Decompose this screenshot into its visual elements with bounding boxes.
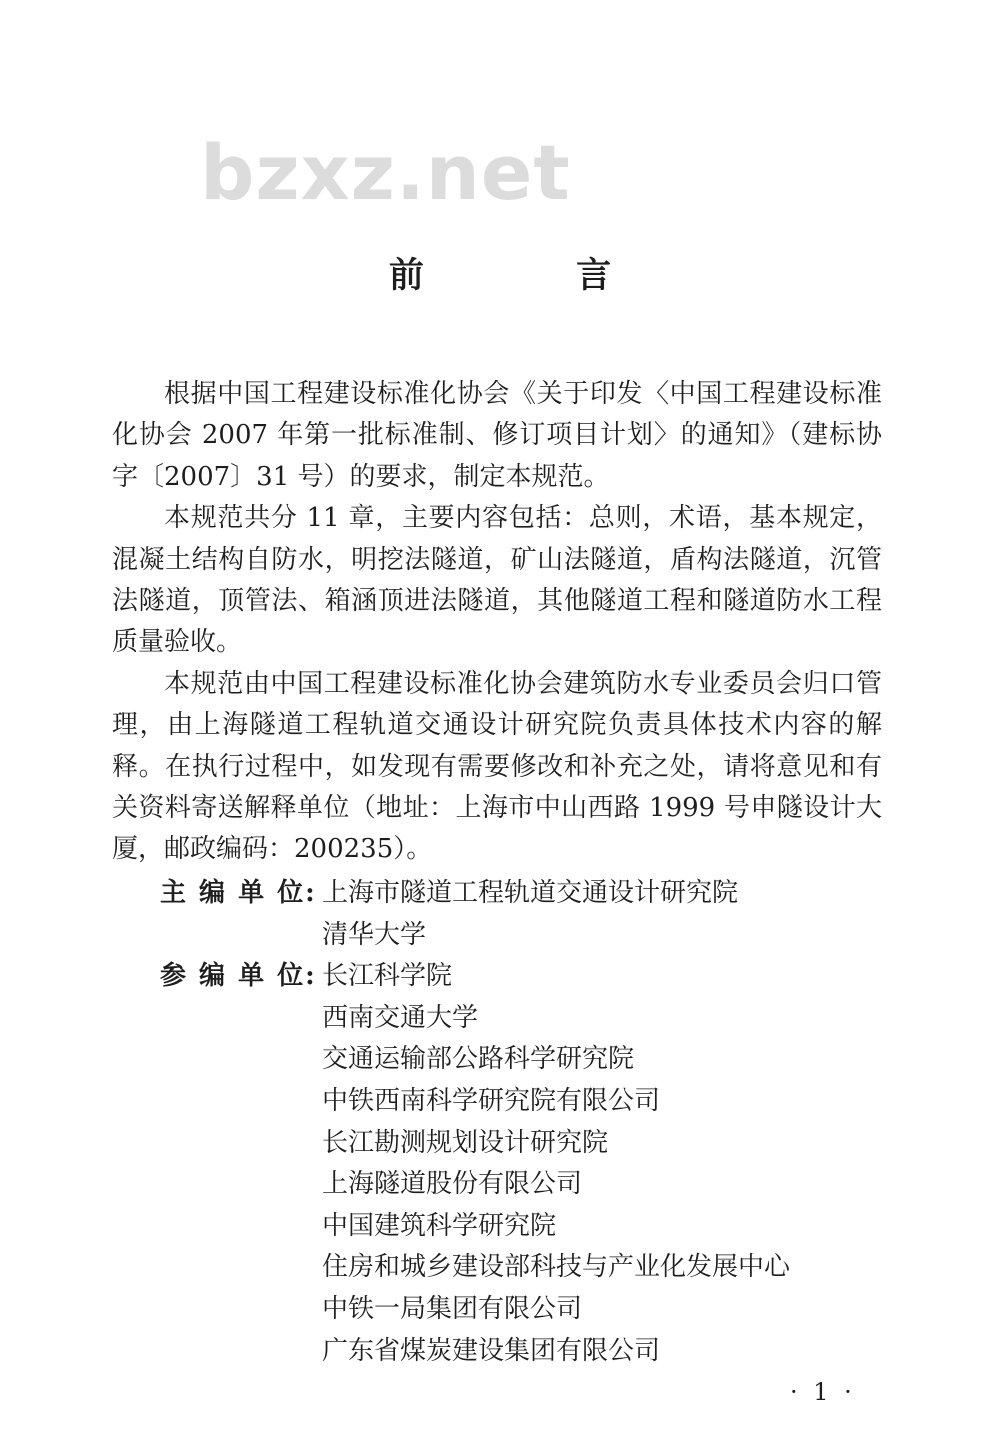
page-number: · 1 · <box>790 1378 856 1406</box>
page-title: 前 言 <box>388 255 682 296</box>
participating-units-label: 参 编 单 位: <box>160 961 317 992</box>
chief-unit-item: 清华大学 <box>322 919 427 950</box>
participating-unit-item: 上海隧道股份有限公司 <box>322 1169 583 1200</box>
participating-unit-item: 中铁一局集团有限公司 <box>322 1293 583 1324</box>
chief-units-group <box>160 873 790 956</box>
participating-units-group <box>160 956 790 1372</box>
preface-body <box>112 374 882 871</box>
participating-units-list <box>322 956 790 1372</box>
participating-unit-item: 中国建筑科学研究院 <box>322 1210 557 1241</box>
chief-unit-item: 上海市隧道工程轨道交通设计研究院 <box>322 878 739 908</box>
participating-unit-item: 住房和城乡建设部科技与产业化发展中心 <box>322 1252 791 1283</box>
participating-unit-item: 中铁西南科学研究院有限公司 <box>322 1085 661 1116</box>
units-section <box>160 873 790 1372</box>
preface-paragraph-1: 根据中国工程建设标准化协会《关于印发〈中国工程建设标准化协会 2007 年第一批标准制、修订项目计划〉的通知》（建标协字〔2007〕31 号）的要求，制定本规范。 <box>112 379 882 492</box>
preface-paragraph-3: 本规范由中国工程建设标准化协会建筑防水专业委员会归口管理，由上海隧道工程轨道交通设计研究院负责具体技术内容的解释。在执行过程中，如发现有需要修改和补充之处，请将意见和有关资料寄送解释单位（地址：上海市中山西路 1999 号申隧设计大厦，邮政编码：200235）。 <box>112 668 882 865</box>
chief-units-list <box>322 873 738 956</box>
participating-unit-item: 长江勘测规划设计研究院 <box>322 1127 609 1158</box>
watermark: bzxz.net <box>200 128 571 217</box>
participating-unit-item: 西南交通大学 <box>322 1002 479 1033</box>
participating-unit-item: 广东省煤炭建设集团有限公司 <box>322 1335 661 1366</box>
preface-paragraph-2: 本规范共分 11 章，主要内容包括：总则，术语，基本规定，混凝土结构自防水，明挖法隧道，矿山法隧道，盾构法隧道，沉管法隧道，顶管法、箱涵顶进法隧道，其他隧道工程和隧道防水工程质量验收。 <box>112 503 882 658</box>
participating-unit-item: 长江科学院 <box>322 961 453 992</box>
participating-unit-item: 交通运输部公路科学研究院 <box>322 1044 635 1075</box>
chief-units-label: 主 编 单 位: <box>160 878 317 908</box>
